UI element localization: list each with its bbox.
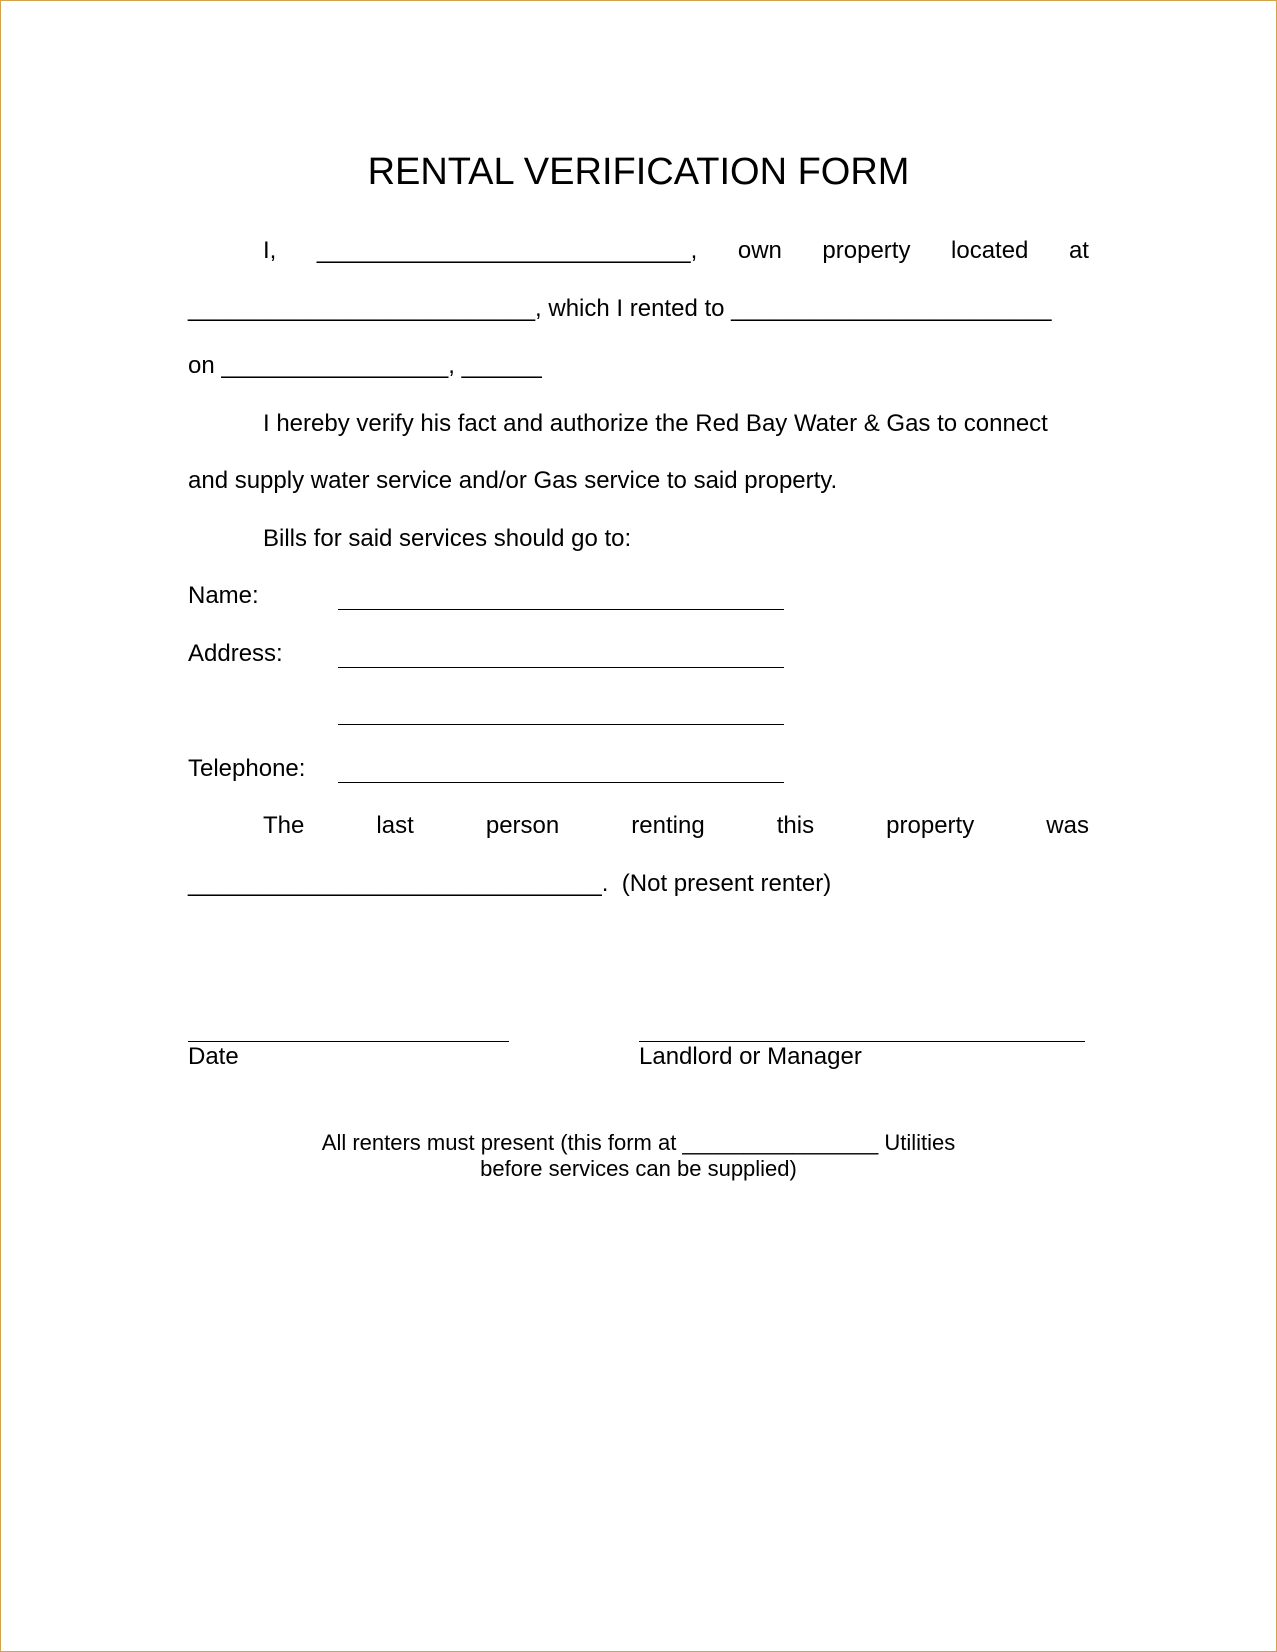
word: own: [737, 237, 782, 264]
property-address-line[interactable]: __________________________, which I rented to ________________________: [188, 295, 1052, 322]
last-renter-line[interactable]: _______________________________. (Not present renter): [188, 870, 832, 897]
owner-statement-line: [263, 236, 1089, 266]
word: property: [822, 237, 911, 264]
word: last: [376, 812, 414, 839]
word: located: [951, 237, 1029, 264]
name-label: Name:: [188, 582, 259, 609]
authorization-line-1: I hereby verify his fact and authorize the Red Bay Water & Gas to connect: [263, 410, 1048, 437]
word: was: [1046, 812, 1089, 839]
date-label: Date: [188, 1043, 239, 1070]
word: this: [776, 812, 815, 839]
word: renting: [631, 812, 705, 839]
word: I,: [263, 237, 277, 264]
word: The: [263, 812, 305, 839]
bills-intro: Bills for said services should go to:: [263, 525, 632, 552]
name-field[interactable]: [338, 609, 784, 610]
address-field-1[interactable]: [338, 667, 784, 668]
authorization-line-2: and supply water service and/or Gas service to said property.: [188, 467, 838, 494]
telephone-field[interactable]: [338, 782, 784, 783]
telephone-label: Telephone:: [188, 755, 306, 782]
owner-name-blank[interactable]: ____________________________,: [316, 237, 698, 264]
footer-note-line-2: before services can be supplied): [480, 1156, 797, 1181]
address-label: Address:: [188, 640, 283, 667]
landlord-label: Landlord or Manager: [639, 1043, 862, 1070]
footer-note-line-1: All renters must present (this form at ________________ Utilities: [321, 1130, 956, 1155]
address-field-2[interactable]: [338, 724, 784, 725]
rental-date-line[interactable]: on _________________, ______: [188, 352, 542, 379]
form-title: RENTAL VERIFICATION FORM: [367, 151, 910, 193]
last-renter-statement-line: [263, 811, 1089, 841]
word: person: [485, 812, 560, 839]
word: property: [886, 812, 975, 839]
word: at: [1068, 237, 1089, 264]
